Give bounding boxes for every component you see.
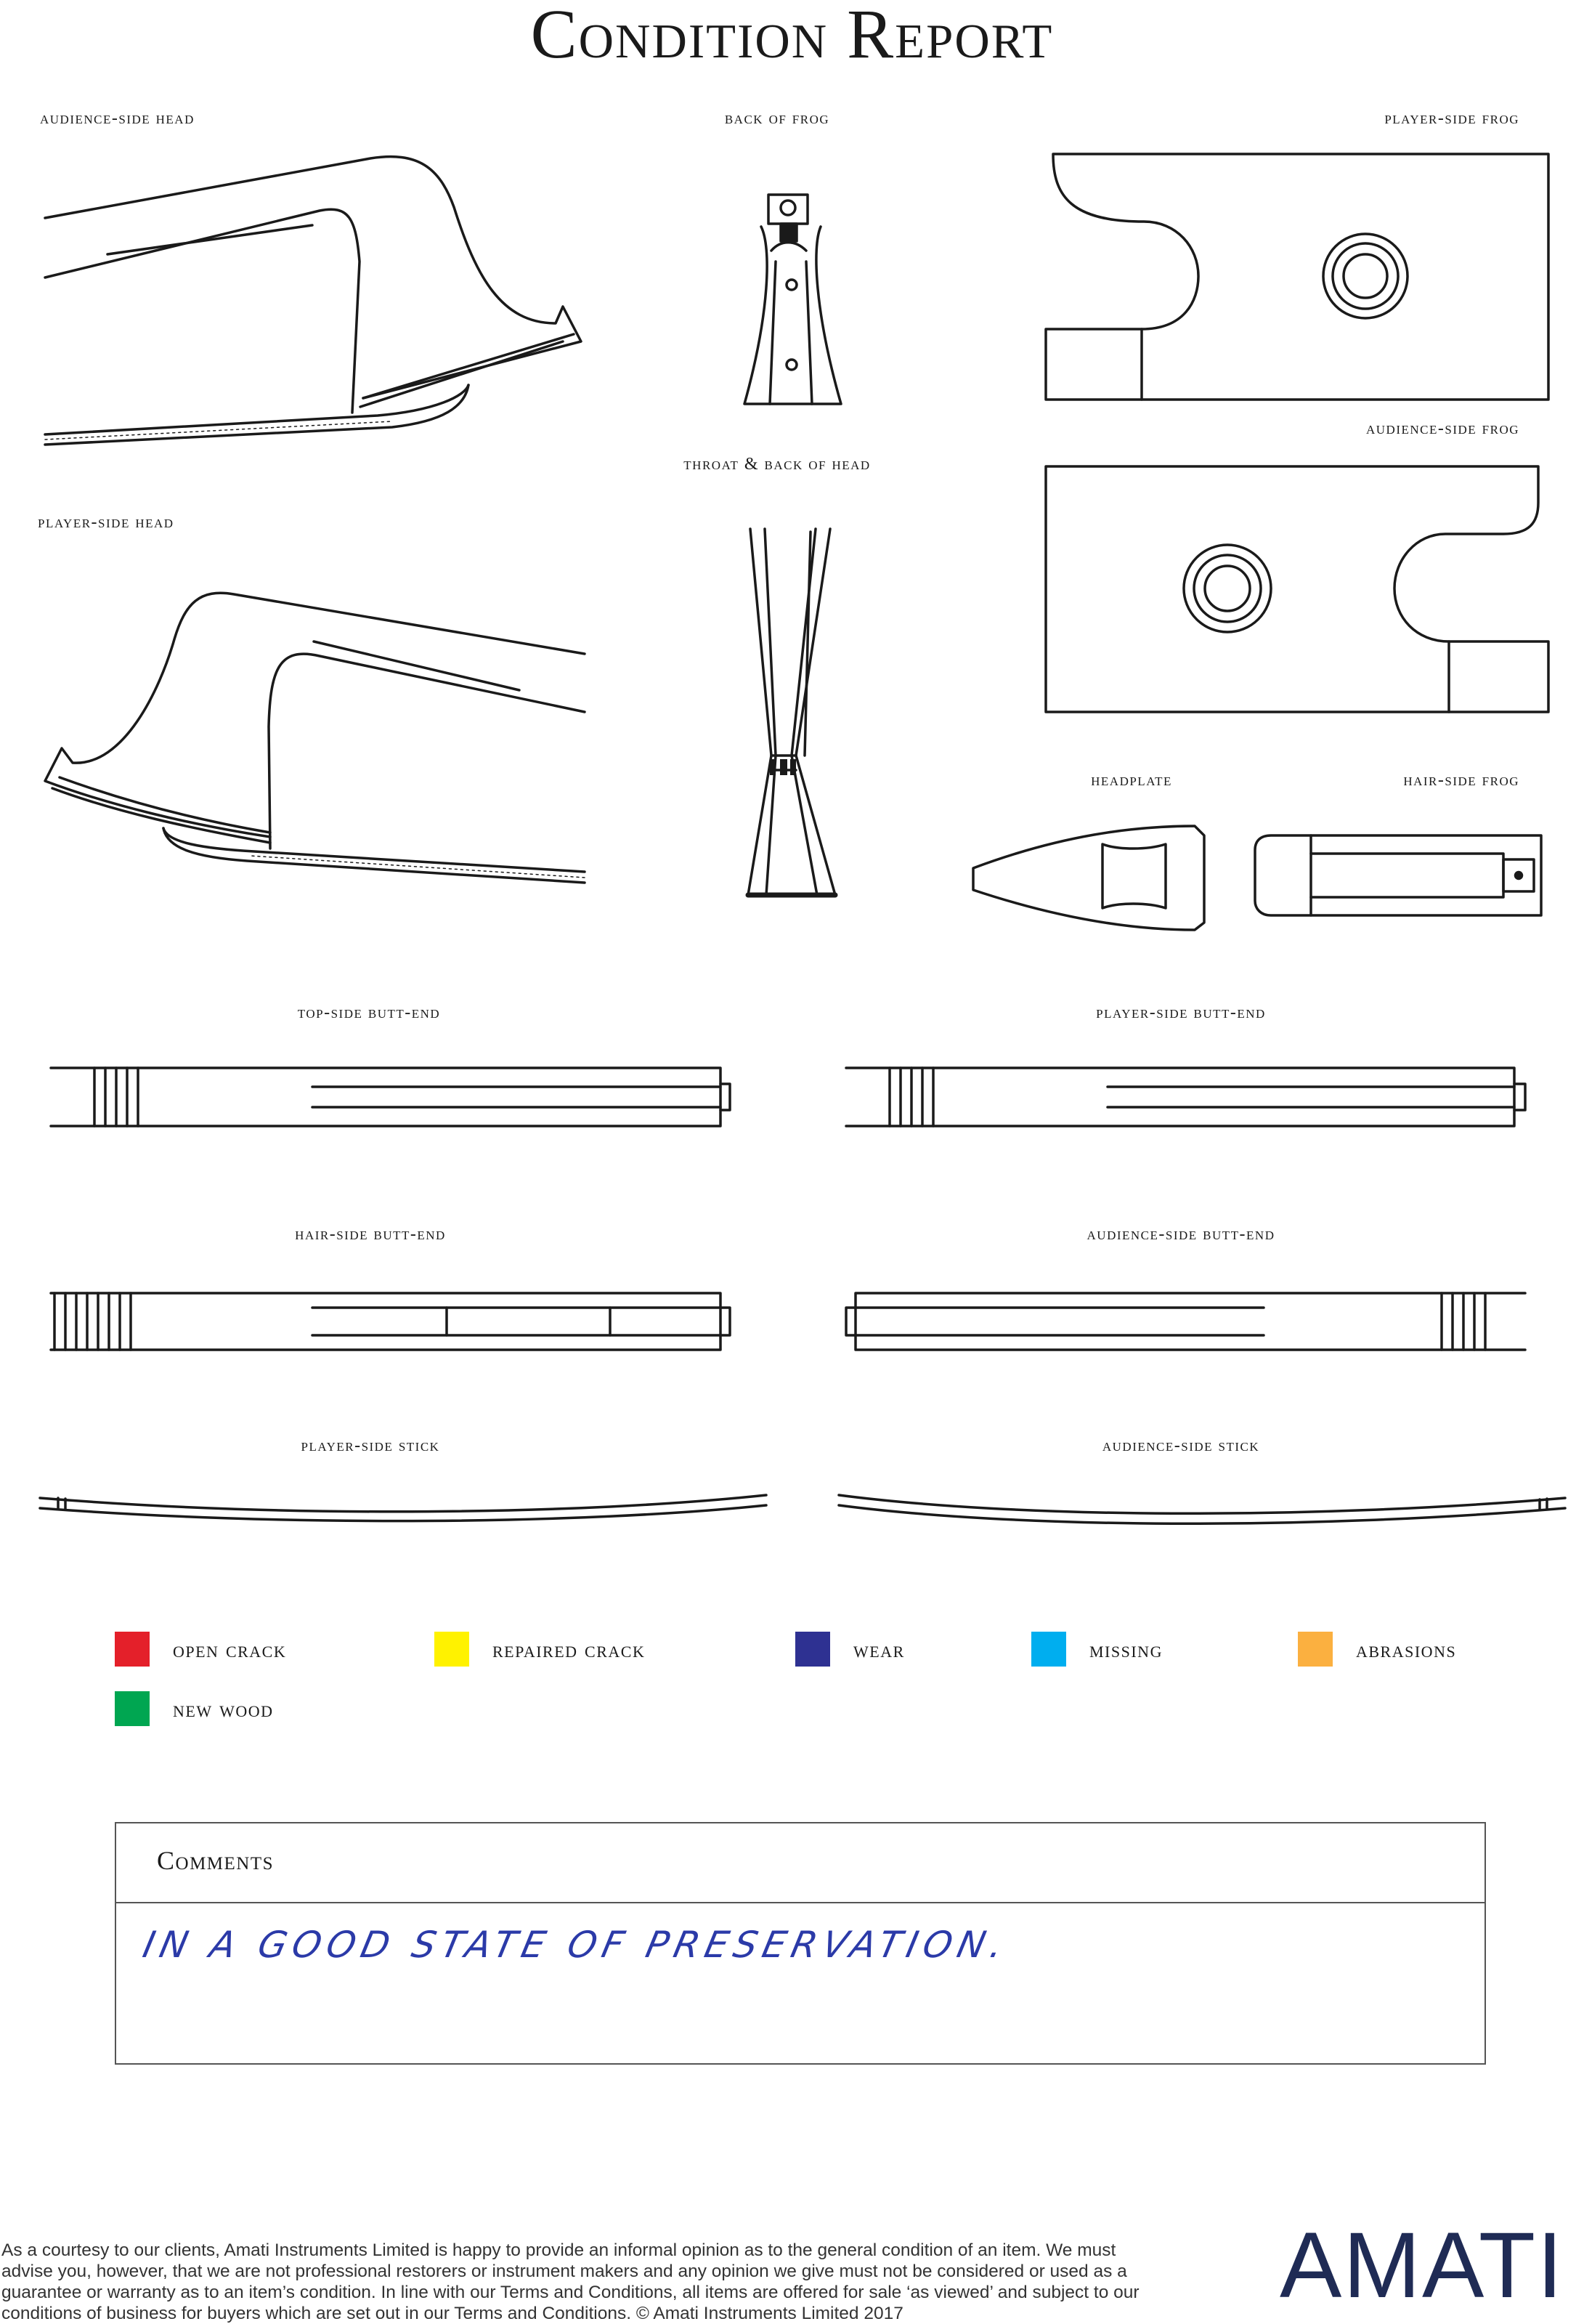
legend-swatch-cyan xyxy=(1031,1632,1066,1667)
label-player-side-stick: player-side stick xyxy=(301,1436,440,1455)
label-hair-side-butt-end: hair-side butt-end xyxy=(295,1225,446,1244)
back-of-frog-drawing xyxy=(744,195,841,404)
headplate-drawing xyxy=(973,826,1204,930)
label-player-side-head: player-side head xyxy=(38,513,174,532)
legend-label: missing xyxy=(1089,1635,1163,1662)
amati-logo: AMATI xyxy=(1280,2214,1564,2317)
legend-label: repaired crack xyxy=(492,1635,646,1662)
label-player-side-frog: player-side frog xyxy=(1384,109,1519,128)
label-back-of-frog: back of frog xyxy=(724,109,830,128)
comments-box xyxy=(115,1822,1486,2065)
hair-side-butt-end-drawing xyxy=(51,1293,730,1350)
top-side-butt-end-drawing xyxy=(51,1068,730,1126)
legend-open-crack xyxy=(115,1632,286,1667)
label-top-side-butt-end: top-side butt-end xyxy=(297,1003,441,1022)
player-side-stick-drawing xyxy=(40,1495,766,1521)
player-side-butt-end-drawing xyxy=(846,1068,1525,1126)
legend-repaired-crack xyxy=(434,1632,645,1667)
legend-swatch-green xyxy=(115,1691,150,1726)
label-throat-back-of-head: throat & back of head xyxy=(683,455,871,474)
legend-missing xyxy=(1031,1632,1163,1667)
audience-side-stick-drawing xyxy=(839,1495,1565,1523)
comments-text: IN A GOOD STATE OF PRESERVATION. xyxy=(139,1924,1013,1966)
label-audience-side-frog: audience-side frog xyxy=(1366,419,1519,438)
player-side-head-drawing xyxy=(45,593,585,883)
legend-swatch-yellow xyxy=(434,1632,469,1667)
label-audience-side-head: audience-side head xyxy=(40,109,195,128)
player-side-frog-drawing xyxy=(1046,154,1548,400)
label-audience-side-stick: audience-side stick xyxy=(1102,1436,1260,1455)
legend-label: open crack xyxy=(173,1635,287,1662)
legend-label: new wood xyxy=(173,1695,274,1722)
label-hair-side-frog: hair-side frog xyxy=(1403,771,1519,790)
page-title: Condition Report xyxy=(530,0,1054,73)
comments-header xyxy=(116,1823,1485,1903)
legend-abrasions xyxy=(1298,1632,1456,1667)
label-headplate: headplate xyxy=(1091,771,1172,790)
throat-back-of-head-drawing xyxy=(748,529,835,895)
legend-label: wear xyxy=(853,1635,905,1662)
label-player-side-butt-end: player-side butt-end xyxy=(1096,1003,1266,1022)
legend-label: abrasions xyxy=(1356,1635,1457,1662)
legend-swatch-navy xyxy=(795,1632,830,1667)
label-audience-side-butt-end: audience-side butt-end xyxy=(1087,1225,1275,1244)
legend-new-wood xyxy=(115,1691,274,1726)
audience-side-head-drawing xyxy=(45,157,581,445)
hair-side-frog-drawing xyxy=(1255,835,1541,915)
disclaimer: As a courtesy to our clients, Amati Instruments Limited is happy to provide an informal opinion as to the general condition of an item. We must advise you, however, that we are not professional restorers or instrument makers and any opinion we give must not be considered or used as a guarantee or warranty as to an item’s condition. In line with our Terms and Conditions, all items are offered for sale ‘as viewed’ and subject to our conditions of business for buyers which are set out in our Terms and Conditions. © Amati Instruments Limited 2017 xyxy=(1,2240,1140,2323)
comments-label: Comments xyxy=(157,1846,275,1875)
legend-swatch-orange xyxy=(1298,1632,1333,1667)
legend-swatch-red xyxy=(115,1632,150,1667)
audience-side-frog-drawing xyxy=(1046,466,1548,712)
legend-wear xyxy=(795,1632,905,1667)
audience-side-butt-end-drawing xyxy=(846,1293,1525,1350)
